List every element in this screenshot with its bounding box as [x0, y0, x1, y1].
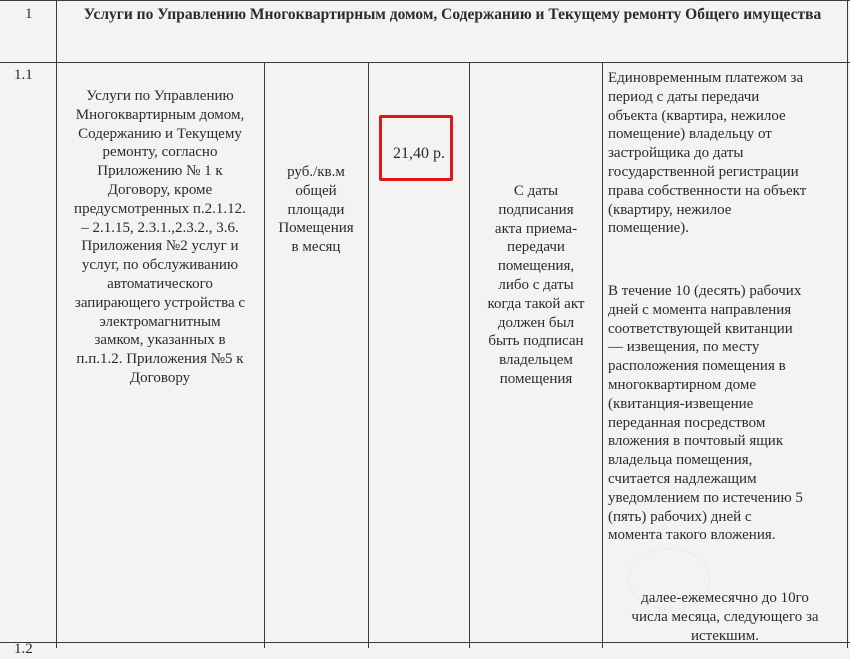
payment-terms-line: владельца помещения, [608, 452, 753, 469]
start-date-line: акта приема- [494, 220, 578, 237]
start-date-line: владельцем [499, 352, 573, 369]
table-border-top-row1 [0, 0, 850, 1]
price-value: 21,40 р. [393, 145, 445, 162]
payment-terms-line: далее-ежемесячно до 10го [641, 590, 809, 606]
table-col-divider-4 [469, 62, 470, 648]
service-description-line: Содержанию и Текущему [78, 125, 242, 142]
service-description-line: ремонту, согласно [102, 144, 218, 161]
payment-terms-line: (квартиру, нежилое [608, 201, 732, 218]
service-description-line: автоматического [107, 275, 213, 292]
unit-line: в месяц [291, 239, 341, 256]
service-description-line: Многоквартирным домом, [75, 106, 245, 123]
payment-terms-line: — извещения, по месту [608, 339, 760, 356]
table-col-divider-1 [56, 0, 57, 648]
table-col-divider-2 [264, 62, 265, 648]
service-description-line: Приложению № 1 к [97, 163, 223, 180]
start-date-line: подписания [498, 201, 574, 218]
payment-terms-line: (пять) рабочих) дней с [608, 508, 752, 525]
row-number-1-2: 1.2 [14, 641, 33, 657]
payment-terms-line: государственной регистрации [608, 163, 799, 180]
table-border-row1-row2 [0, 62, 850, 63]
payment-terms-line: считается надлежащим [608, 470, 757, 487]
unit-line: руб./кв.м [287, 164, 345, 180]
service-description-cell [58, 87, 262, 388]
service-description-line: Приложения №2 услуг и [81, 238, 239, 255]
payment-terms-line: соответствующей квитанции [608, 320, 793, 337]
start-date-line: передачи [507, 239, 565, 256]
payment-terms-line: помещение) владельцу от [608, 126, 772, 143]
unit-line: площади [287, 201, 345, 218]
table-border-right [847, 0, 848, 648]
payment-terms-line: числа месяца, следующего за [631, 608, 819, 625]
payment-terms-line: вложения в почтовый ящик [608, 433, 784, 450]
payment-terms-line: истекшим. [690, 627, 759, 644]
payment-terms-line: помещение). [608, 220, 690, 237]
payment-terms-line: застройщика до даты [608, 145, 744, 162]
payment-terms-line: объекта (квартира, нежилое [608, 107, 786, 124]
service-description-line: Услуги по Управлению [86, 88, 234, 104]
start-date-line: С даты [513, 183, 559, 199]
service-description-line: услуг, по обслуживанию [81, 257, 239, 274]
payment-terms-line: момента такого вложения. [608, 527, 776, 544]
start-date-line: когда такой акт [487, 295, 585, 312]
service-description-line: замком, указанных в [94, 332, 226, 349]
payment-terms-line: расположения помещения в [608, 358, 786, 375]
start-date-line: помещения, [497, 258, 575, 275]
start-date-line: помещения [499, 370, 573, 387]
payment-terms-paragraph-2 [608, 282, 838, 545]
payment-terms-paragraph-1 [608, 69, 838, 238]
table-col-divider-5 [602, 62, 603, 648]
start-date-cell [471, 182, 601, 389]
payment-terms-line: переданная посредством [608, 414, 766, 431]
row-number-1-1: 1.1 [14, 67, 33, 83]
service-description-line: Договору [129, 369, 191, 386]
payment-terms-line: В течение 10 (десять) рабочих [608, 283, 802, 299]
section-heading: Услуги по Управлению Многоквартирным домом, Содержанию и Текущему ремонту Общего имущества [83, 6, 822, 23]
start-date-line: должен был [497, 314, 575, 331]
table-col-divider-3 [368, 62, 369, 648]
service-description-line: электромагнитным [99, 313, 221, 330]
unit-cell [266, 163, 366, 257]
unit-line: Помещения [278, 220, 354, 237]
service-description-line: Договору, кроме [107, 181, 213, 198]
payment-terms-line: период с даты передачи [608, 88, 760, 105]
payment-terms-paragraph-3 [606, 589, 844, 645]
payment-terms-line: дней с момента направления [608, 301, 792, 318]
row-number-1: 1 [25, 6, 33, 22]
payment-terms-line: многоквартирном доме [608, 376, 756, 393]
unit-line: общей [295, 182, 337, 199]
start-date-line: либо с даты [498, 276, 574, 293]
service-description-line: запирающего устройства с [74, 294, 246, 311]
payment-terms-line: уведомлением по истечению 5 [608, 489, 803, 506]
service-description-line: – 2.1.15, 2.3.1.,2.3.2., 3.6. [81, 219, 239, 236]
service-description-line: п.п.1.2. Приложения №5 к [76, 351, 244, 368]
start-date-line: быть подписан [488, 333, 584, 350]
service-description-line: предусмотренных п.2.1.12. [74, 200, 246, 217]
payment-terms-line: права собственности на объект [608, 182, 807, 199]
payment-terms-line: Единовременным платежом за [608, 70, 804, 86]
payment-terms-line: (квитанция-извещение [608, 395, 754, 412]
